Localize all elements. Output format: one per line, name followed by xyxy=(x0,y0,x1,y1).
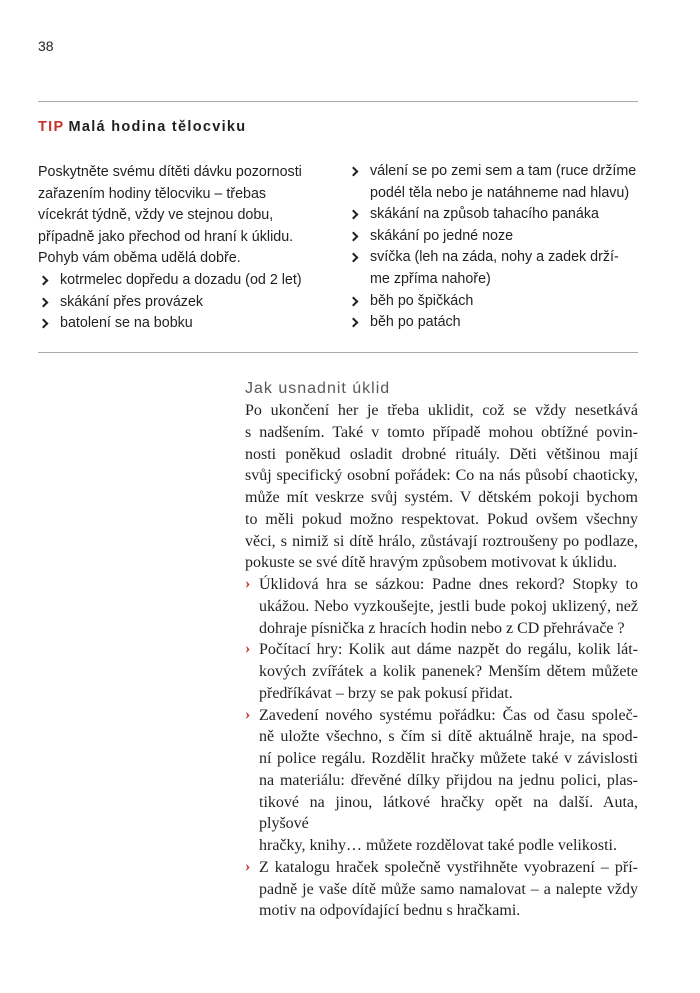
bullet-line: padně je vaše dítě může samo namalovat – a nalepte vždy xyxy=(259,880,638,898)
list-item: skákání na způsob tahacího panáka xyxy=(348,204,636,226)
intro-line: Poskytněte svému dítěti dávku pozornosti xyxy=(38,164,302,180)
page-number: 38 xyxy=(38,38,54,54)
bullet-line: › Úklidová hra se sázkou: Padne dnes rekord? Stopky to xyxy=(245,574,638,596)
paragraph-line: svůj specifický osobní pořádek: Co na nás působí chaoticky, xyxy=(245,467,638,485)
paragraph-line: věci, s nimiž si dítě hrálo, zůstávají roztroušeny po podlaze, xyxy=(245,532,638,550)
bullet-line: › Zavedení nového systému pořádku: Čas od času společ- xyxy=(245,705,638,727)
bullet-line: ně uložte všechno, s čím si dítě aktuálně hraje, na spod- xyxy=(259,728,638,746)
bullet-line: › Z katalogu hraček společně vystřihněte vyobrazení – pří- xyxy=(245,857,638,879)
list-item: podél těla nebo je natáhneme nad hlavu) xyxy=(370,184,630,201)
bullet-line: předříkávat – brzy se pak pokusí přidat. xyxy=(259,684,513,702)
bullet-line: motiv na odpovídající bednu s hračkami. xyxy=(259,902,521,920)
list-item: válení se po zemi sem a tam (ruce držíme xyxy=(348,161,636,183)
tip-left-column xyxy=(38,162,302,335)
list-item: svíčka (leh na záda, nohy a zadek drží- xyxy=(348,247,636,269)
tip-title: Malá hodina tělocviku xyxy=(68,119,247,135)
list-item: běh po patách xyxy=(348,312,636,334)
intro-line: zařazením hodiny tělocviku – třebas xyxy=(38,185,267,202)
bullet-line: kových zvířátek a kolik panenek? Menším dětem můžete xyxy=(259,663,638,680)
bullet-line: ukážou. Nebo vyzkoušejte, jestli bude pokoj uklizený, než xyxy=(259,597,638,615)
list-item: batolení se na bobku xyxy=(38,313,302,335)
paragraph-line: to měli pokud možno respektovat. Pokud ovšem všechny xyxy=(245,510,638,528)
tip-label: TIP xyxy=(38,119,65,135)
tip-right-column xyxy=(348,161,636,334)
list-item: skákání přes provázek xyxy=(38,292,302,314)
bullet-line: dohraje písnička z hracích hodin nebo z CD přehrávače ? xyxy=(259,619,625,637)
bullet-line: hračky, knihy… můžete rozdělovat také podle velikosti. xyxy=(259,837,617,854)
top-divider xyxy=(38,101,638,102)
bottom-divider xyxy=(38,352,638,353)
intro-line: případně jako přechod od hraní k úklidu. xyxy=(38,228,294,245)
bullet-line: tikové na jinou, látkové hračky opět na další. Auta, plyšové xyxy=(259,793,638,833)
bullet-line: na materiálu: dřevěné dílky přijdou na jednu polici, plas- xyxy=(259,771,638,789)
paragraph-line: může mít veskrze svůj systém. V dětském pokoji bychom xyxy=(245,489,638,506)
paragraph-line: pokuste se své dítě hravým způsobem motivovat k úklidu. xyxy=(245,554,617,572)
list-item: běh po špičkách xyxy=(348,291,636,313)
section-heading: Jak usnadnit úklid xyxy=(245,380,391,397)
list-item: kotrmelec dopředu a dozadu (od 2 let) xyxy=(38,270,302,292)
tip-heading xyxy=(38,119,246,135)
paragraph-line: Po ukončení her je třeba uklidit, což se vždy nesetkává xyxy=(245,402,638,419)
list-item: skákání po jedné noze xyxy=(348,226,636,248)
list-item: me zpříma nahoře) xyxy=(370,270,491,287)
bullet-line: ní police regálu. Rozdělit hračky můžete také v závislosti xyxy=(259,750,638,767)
bullet-line: › Počítací hry: Kolik aut dáme nazpět do regálu, kolik lát- xyxy=(245,639,638,661)
section-body xyxy=(245,400,638,922)
section-clean-up xyxy=(245,378,638,922)
paragraph-line: nosti poněkud osladit drobné rituály. Děti většinou mají xyxy=(245,445,638,463)
intro-line: Pohyb vám oběma udělá dobře. xyxy=(38,250,241,267)
paragraph-line: s nadšením. Také v tomto případě mohou obtížné povin- xyxy=(245,423,638,441)
intro-line: vícekrát týdně, vždy ve stejnou dobu, xyxy=(38,207,274,224)
